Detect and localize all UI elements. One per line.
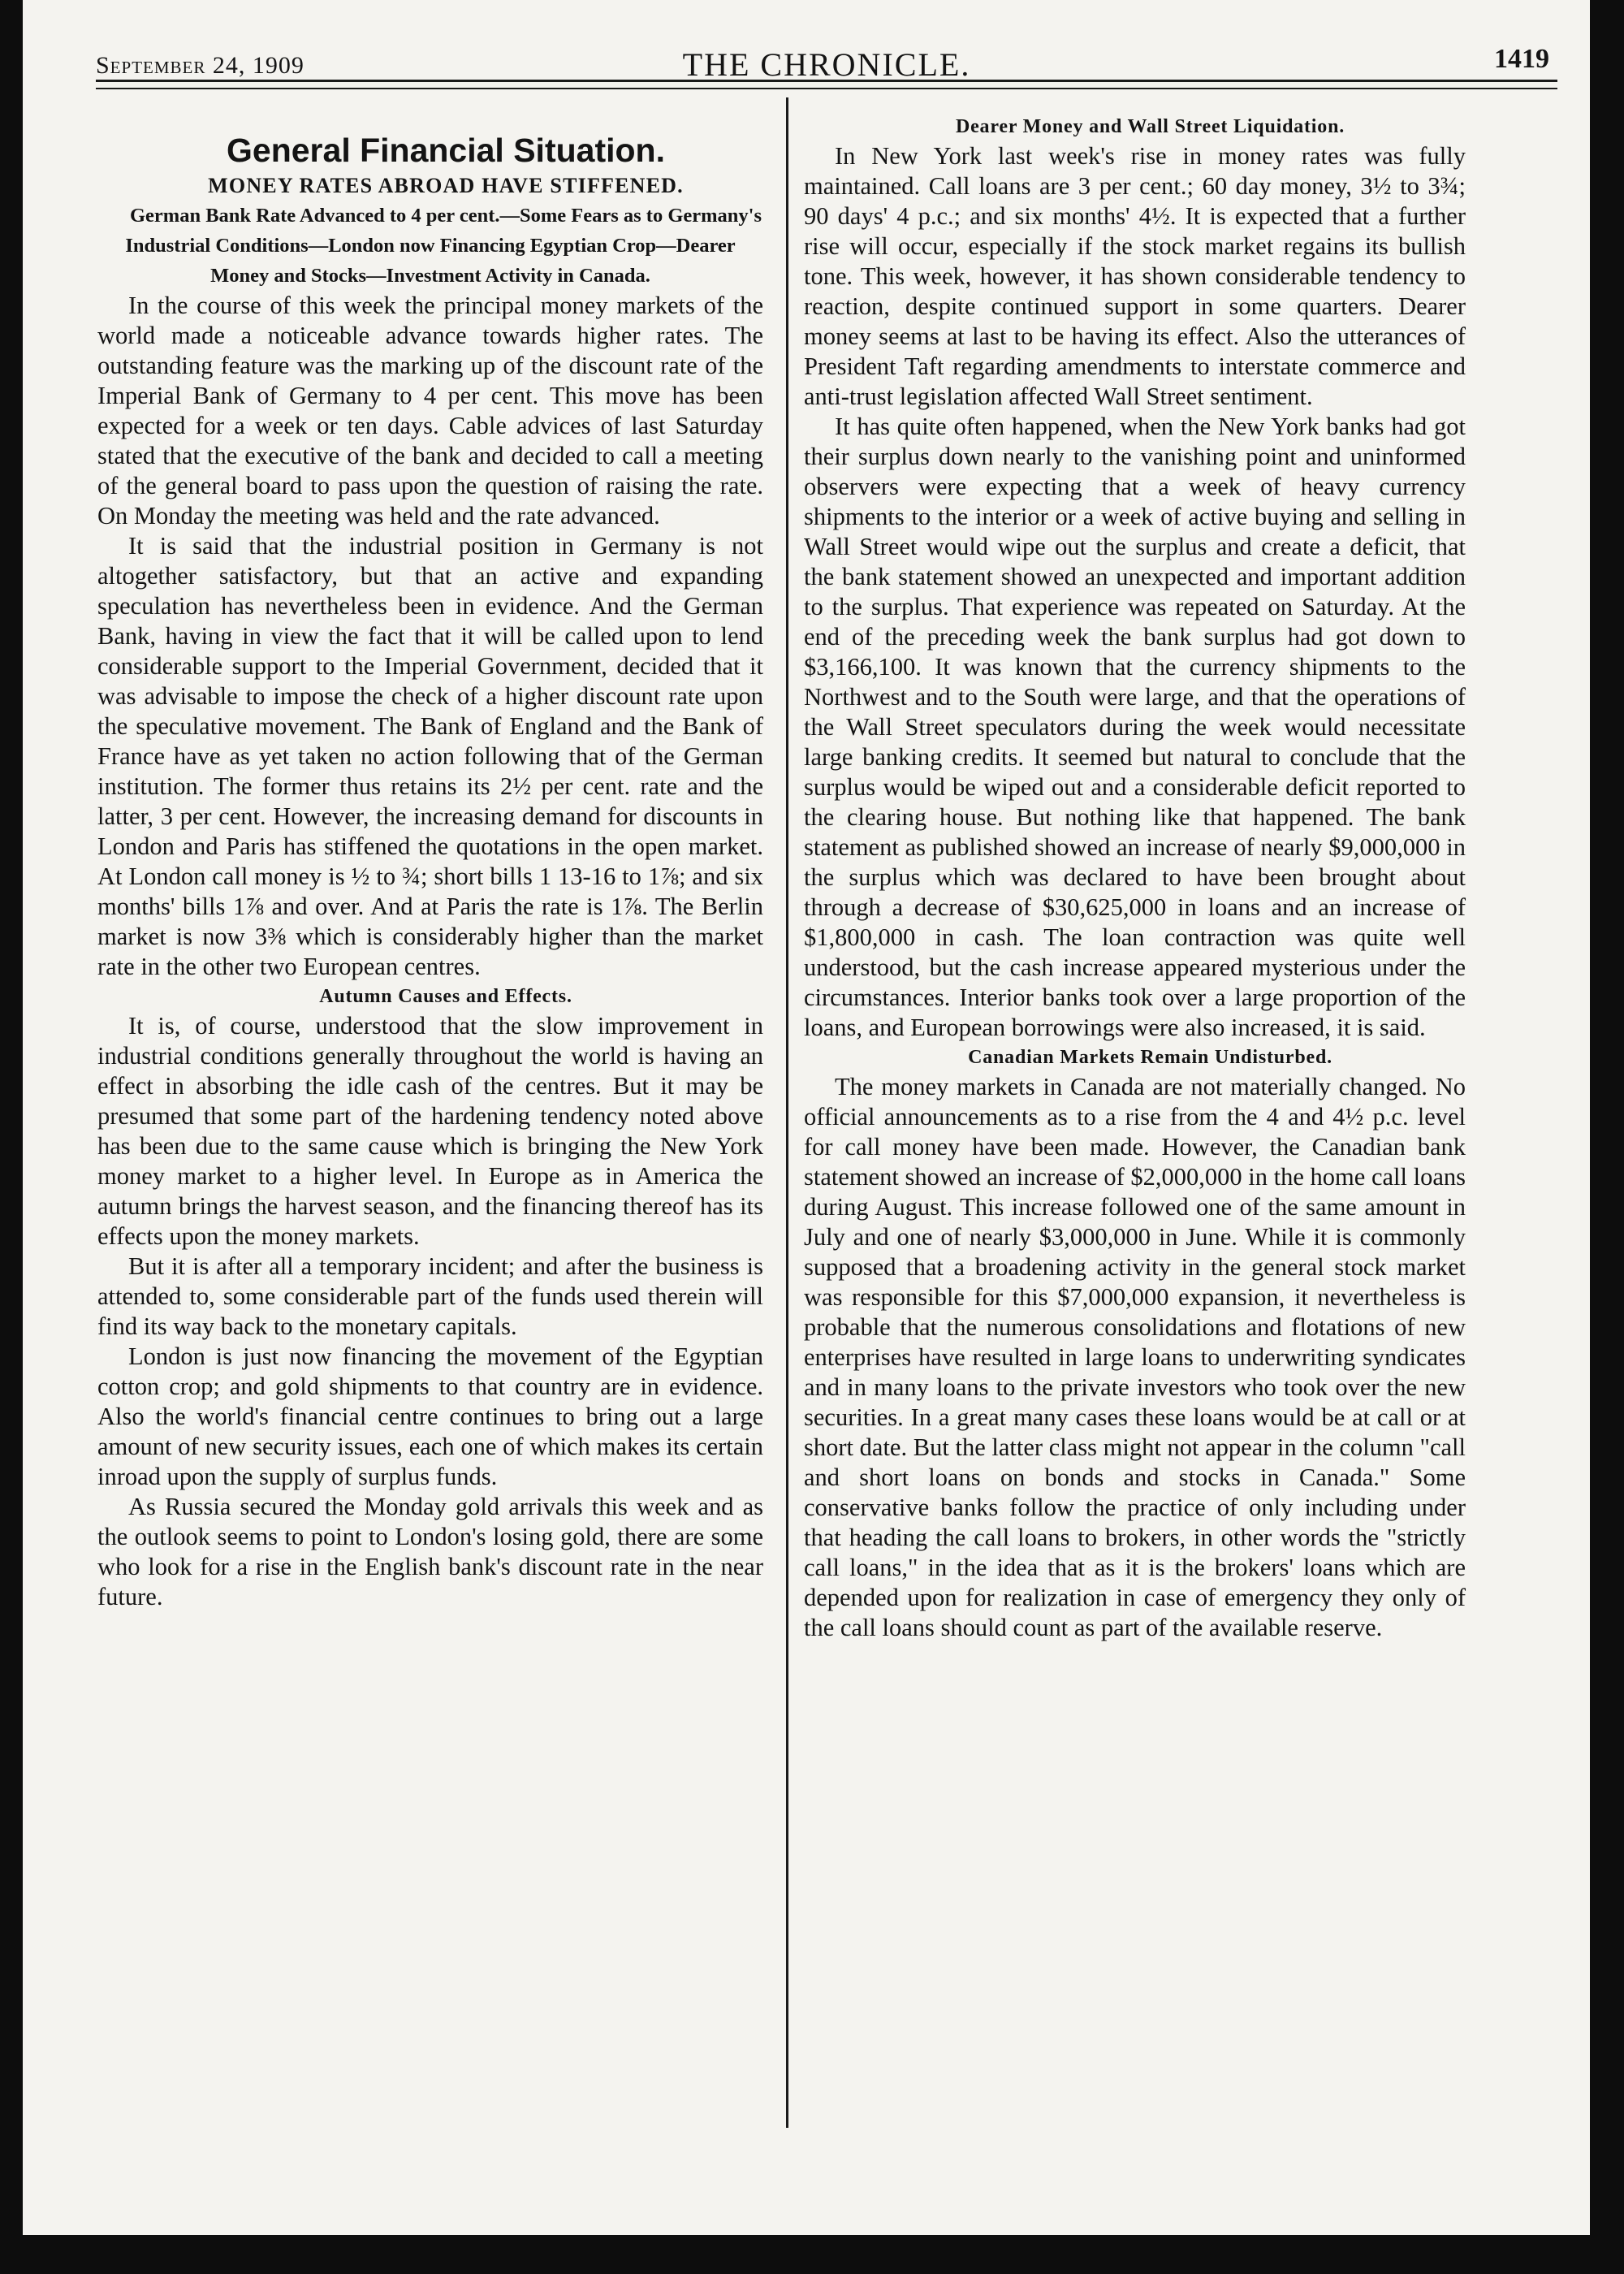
section-heading-canadian-markets: Canadian Markets Remain Undisturbed.	[968, 1047, 1332, 1068]
issue-date: September 24, 1909	[96, 52, 304, 79]
left-column	[97, 130, 763, 1612]
article-title: General Financial Situation.	[227, 132, 665, 169]
body-paragraph: It is, of course, understood that the slow improvement in industrial conditions generally throughout the world is having an effect in absorbing the idle cash of the centres. But it may be presumed that some part of the hardening tendency noted above has been due to the same cause which is bringing the New York money market to a higher level. In Europe as in America the autumn brings the harvest season, and the financing thereof has its effects upon the money markets.	[97, 1012, 763, 1250]
newspaper-page	[23, 0, 1590, 2235]
body-paragraph: It has quite often happened, when the New York banks had got their surplus down nearly to the vanishing point and uninformed observers were expecting that a week of heavy currency shipments to the interior or a week of active buying and selling in Wall Street would wipe out the surplus and create a deficit, that the bank statement showed an unexpected and important addition to the surplus. That experience was repeated on Saturday. At the end of the preceding week the bank surplus had got down to $3,166,100. It was known that the currency shipments to the Northwest and to the South were large, and that the operations of the Wall Street speculators during the week would necessitate large banking credits. It seemed but natural to conclude that the surplus would be wiped out and a considerable deficit reported to the clearing house. But nothing like that happened. The bank statement as published showed an increase of nearly $9,000,000 in the surplus which was declared to have been brought about through a decrease of $30,625,000 in loans and an increase of $1,800,000 in cash. The loan contraction was quite well understood, but the cash increase appeared mysterious under the circumstances. Interior banks took over a large proportion of the loans, and European borrowings were also increased, it is said.	[804, 413, 1466, 1041]
section-heading-dearer-money: Dearer Money and Wall Street Liquidation.	[955, 116, 1345, 137]
page-number: 1419	[1494, 44, 1549, 74]
body-paragraph: It is said that the industrial position in Germany is not altogether satisfactory, but that an active and expanding speculation has nevertheless been in evidence. And the German Bank, having in view the fact that it will be called upon to lend considerable support to the Imperial Government, decided that it was advisable to impose the check of a higher discount rate upon the speculative movement. The Bank of England and the Bank of France have as yet taken no action following that of the German institution. The former thus retains its 2½ per cent. rate and the latter, 3 per cent. However, the increasing demand for discounts in London and Paris has stiffened the quotations in the open market. At London call money is ½ to ¾; short bills 1 13-16 to 1⅞; and six months' bills 1⅞ and over. And at Paris the rate is 1⅞. The Berlin market is now 3⅜ which is considerably higher than the market rate in the other two European centres.	[97, 532, 763, 980]
article-deck: German Bank Rate Advanced to 4 per cent.—Some Fears as to Germany's Industrial Conditions—London now Financing Egyptian Crop—Dearer Money and Stocks—Investment Activity in Canada.	[125, 205, 762, 287]
body-paragraph: London is just now financing the movement of the Egyptian cotton crop; and gold shipments to that country are in evidence. Also the world's financial centre continues to bring out a large amount of new security issues, each one of which makes its certain inroad upon the supply of surplus funds.	[97, 1342, 763, 1490]
header-rule	[96, 80, 1557, 82]
section-heading-autumn: Autumn Causes and Effects.	[319, 986, 572, 1007]
body-paragraph: In New York last week's rise in money rates was fully maintained. Call loans are 3 per cent.; 60 day money, 3½ to 3¾; 90 days' 4 p.c.; and six months' 4½. It is expected that a further rise will occur, especially if the stock market regains its bullish tone. This week, however, it has shown considerable tendency to reaction, despite continued support in some quarters. Dearer money seems at last to be having its effect. Also the utterances of President Taft regarding amendments to interstate commerce and anti-trust legislation affected Wall Street sentiment.	[804, 142, 1466, 410]
right-column	[804, 112, 1466, 1643]
column-divider	[786, 97, 788, 2128]
body-paragraph: The money markets in Canada are not materially changed. No official announcements as to a rise from the 4 and 4½ p.c. level for call money have been made. However, the Canadian bank statement showed an increase of $2,000,000 in the home call loans during August. This increase followed one of the same amount in July and one of nearly $3,000,000 in June. While it is commonly supposed that a broadening activity in the general stock market was responsible for this $7,000,000 expansion, it nevertheless is probable that the numerous consolidations and flotations of new enterprises have resulted in large loans to underwriting syndicates and in many loans to the private investors who took over the new securities. In a great many cases these loans would be at call or at short date. But the latter class might not appear in the column "call and short loans on bonds and stocks in Canada." Some conservative banks follow the practice of only including under that heading the call loans to brokers, in other words the "strictly call loans," in the idea that as it is the brokers' loans which are depended upon for realization in case of emergency they only of the call loans should count as part of the available reserve.	[804, 1073, 1466, 1641]
body-paragraph: In the course of this week the principal money markets of the world made a noticeable advance towards higher rates. The outstanding feature was the marking up of the discount rate of the Imperial Bank of Germany to 4 per cent. This move has been expected for a week or ten days. Cable advices of last Saturday stated that the executive of the bank and decided to call a meeting of the general board to pass upon the question of raising the rate. On Monday the meeting was held and the rate advanced.	[97, 292, 763, 530]
header-rule-thin	[96, 88, 1557, 89]
body-paragraph: But it is after all a temporary incident; and after the business is attended to, some considerable part of the funds used therein will find its way back to the monetary capitals.	[97, 1252, 763, 1340]
body-paragraph: As Russia secured the Monday gold arrivals this week and as the outlook seems to point to London's losing gold, there are some who look for a rise in the English bank's discount rate in the near future.	[97, 1493, 763, 1610]
article-subheading: MONEY RATES ABROAD HAVE STIFFENED.	[208, 174, 684, 197]
publication-title: THE CHRONICLE.	[682, 46, 971, 83]
